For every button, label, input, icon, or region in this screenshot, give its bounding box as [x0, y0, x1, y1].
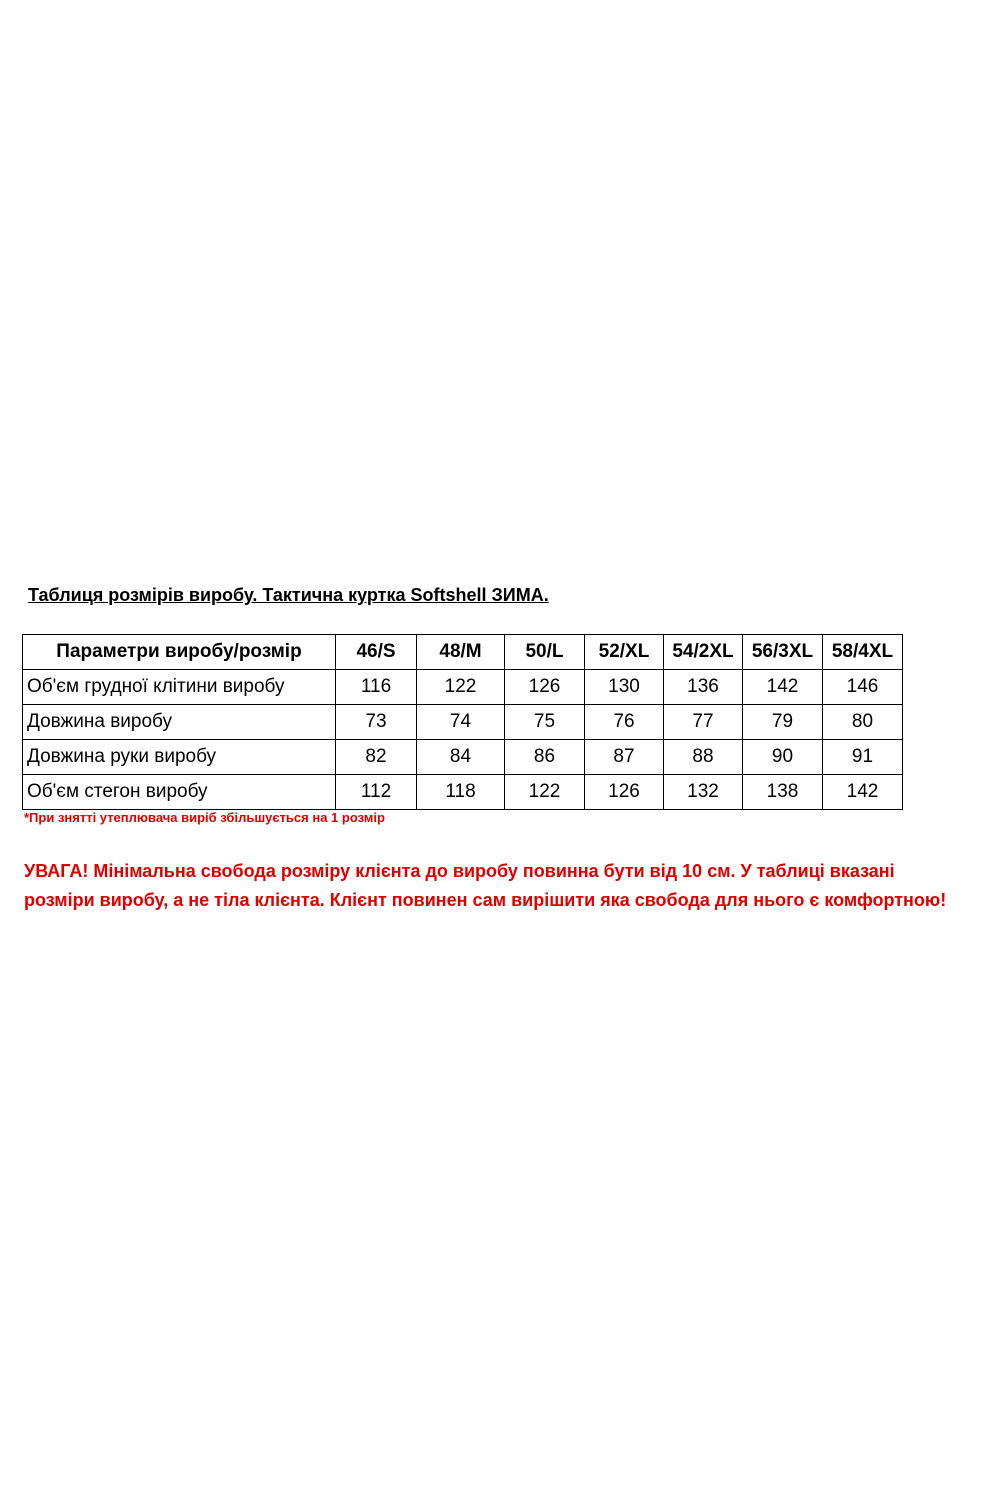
table-cell: 86 [505, 740, 585, 775]
table-cell: 138 [743, 775, 823, 810]
table-cell: 90 [743, 740, 823, 775]
table-row [23, 670, 903, 705]
table-cell: 76 [585, 705, 664, 740]
table-cell: 122 [505, 775, 585, 810]
warning-line: розміри виробу, а не тіла клієнта. Клієнт повинен сам вирішити яка свобода для нього є комфортною! [24, 890, 947, 910]
table-header-row [23, 635, 903, 670]
footnote: *При знятті утеплювача виріб збільшується на 1 розмір [24, 810, 385, 825]
column-header-size: 46/S [336, 635, 417, 670]
table-cell: 142 [743, 670, 823, 705]
table-cell: 126 [505, 670, 585, 705]
column-header-size: 56/3XL [743, 635, 823, 670]
column-header-size: 52/XL [585, 635, 664, 670]
column-header-size: 48/M [417, 635, 505, 670]
table-row [23, 775, 903, 810]
table-cell: 112 [336, 775, 417, 810]
row-label: Об'єм грудної клітини виробу [23, 670, 336, 705]
table-cell: 116 [336, 670, 417, 705]
warning-text [24, 857, 994, 915]
table-cell: 142 [823, 775, 903, 810]
page-title: Таблиця розмірів виробу. Тактична куртка Softshell ЗИМА. [28, 585, 549, 605]
table-cell: 77 [664, 705, 743, 740]
table-cell: 88 [664, 740, 743, 775]
table-cell: 73 [336, 705, 417, 740]
table-cell: 118 [417, 775, 505, 810]
table-cell: 126 [585, 775, 664, 810]
warning-line: УВАГА! Мінімальна свобода розміру клієнта до виробу повинна бути від 10 см. У таблиці вказані [24, 861, 895, 881]
table-cell: 84 [417, 740, 505, 775]
table-cell: 132 [664, 775, 743, 810]
table-row [23, 740, 903, 775]
table-cell: 75 [505, 705, 585, 740]
table-cell: 91 [823, 740, 903, 775]
table-cell: 80 [823, 705, 903, 740]
size-table [22, 634, 903, 810]
table-cell: 74 [417, 705, 505, 740]
table-cell: 146 [823, 670, 903, 705]
column-header-params: Параметри виробу/розмір [23, 635, 336, 670]
table-cell: 82 [336, 740, 417, 775]
table-cell: 136 [664, 670, 743, 705]
column-header-size: 50/L [505, 635, 585, 670]
row-label: Довжина виробу [23, 705, 336, 740]
table-row [23, 705, 903, 740]
table-cell: 87 [585, 740, 664, 775]
row-label: Об'єм стегон виробу [23, 775, 336, 810]
table-cell: 130 [585, 670, 664, 705]
column-header-size: 58/4XL [823, 635, 903, 670]
row-label: Довжина руки виробу [23, 740, 336, 775]
column-header-size: 54/2XL [664, 635, 743, 670]
table-cell: 122 [417, 670, 505, 705]
table-cell: 79 [743, 705, 823, 740]
